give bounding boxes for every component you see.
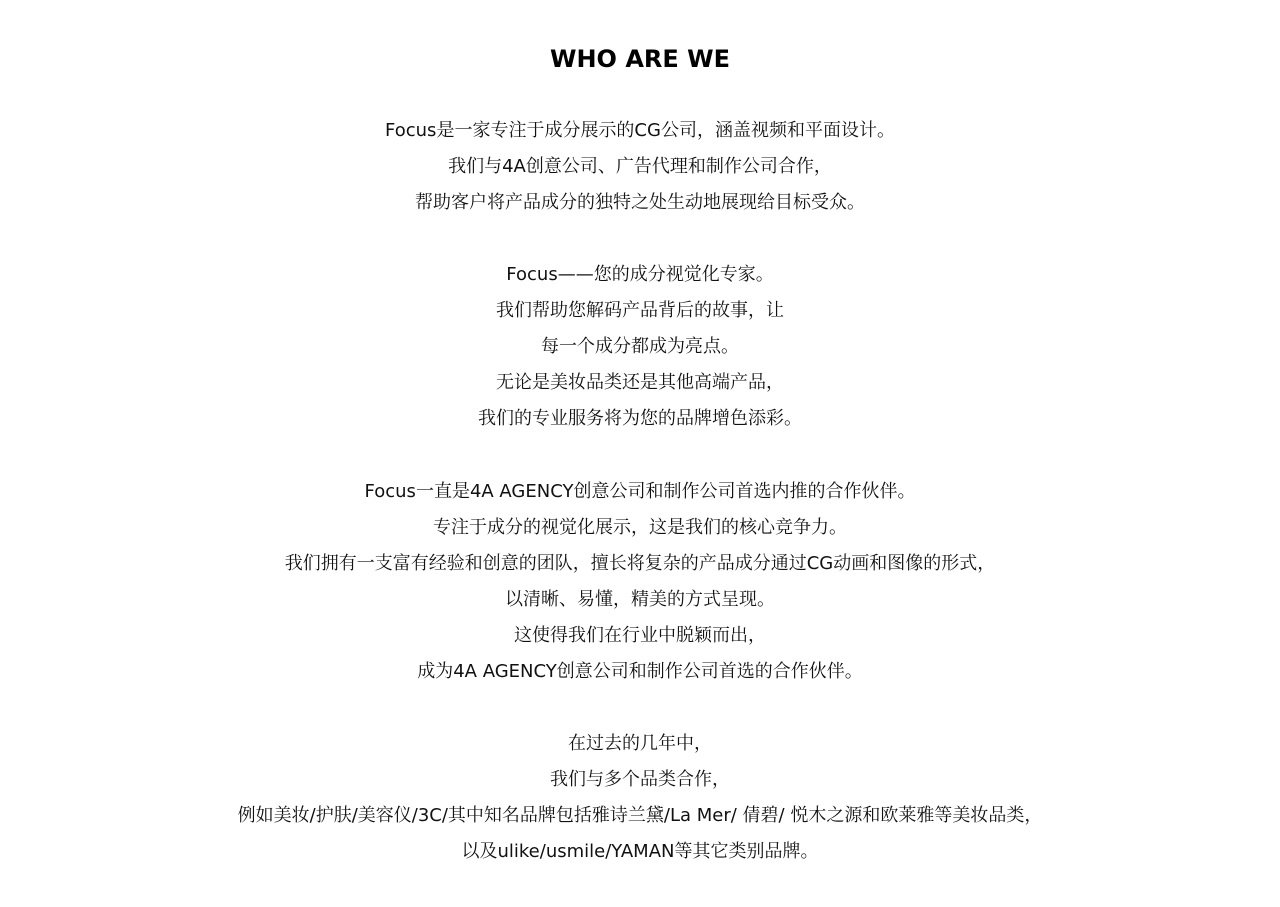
partner-paragraph: [0, 474, 1280, 690]
text-line: 我们与4A创意公司、广告代理和制作公司合作，: [448, 156, 832, 177]
expert-paragraph: [0, 257, 1280, 437]
text-line: 我们帮助您解码产品背后的故事，让: [496, 300, 784, 321]
text-line: Focus——您的成分视觉化专家。: [506, 264, 774, 285]
page-title: WHO ARE WE: [550, 45, 730, 73]
text-line: Focus一直是4A AGENCY创意公司和制作公司首选内推的合作伙伴。: [364, 481, 916, 502]
text-line: 我们拥有一支富有经验和创意的团队，擅长将复杂的产品成分通过CG动画和图像的形式，: [284, 553, 996, 574]
text-line: 以清晰、易懂，精美的方式呈现。: [505, 589, 775, 610]
text-line: 无论是美妆品类还是其他高端产品，: [496, 372, 784, 393]
text-line: Focus是一家专注于成分展示的CG公司，涵盖视频和平面设计。: [385, 120, 895, 141]
text-line: 我们与多个品类合作，: [550, 769, 730, 790]
text-line: 在过去的几年中，: [568, 733, 712, 754]
text-line: 每一个成分都成为亮点。: [541, 336, 739, 357]
text-line: 以及ulike/usmile/YAMAN等其它类别品牌。: [461, 841, 819, 862]
text-line: 这使得我们在行业中脱颖而出，: [514, 625, 766, 646]
intro-paragraph: [0, 113, 1280, 221]
text-line: 帮助客户将产品成分的独特之处生动地展现给目标受众。: [415, 192, 865, 213]
text-line: 成为4A AGENCY创意公司和制作公司首选的合作伙伴。: [417, 661, 863, 682]
clients-paragraph: [0, 726, 1280, 870]
text-line: 例如美妆/护肤/美容仪/3C/其中知名品牌包括雅诗兰黛/La Mer/ 倩碧/ 悦木之源和欧莱雅等美妆品类，: [237, 805, 1043, 826]
text-line: 我们的专业服务将为您的品牌增色添彩。: [478, 408, 802, 429]
text-line: 专注于成分的视觉化展示，这是我们的核心竞争力。: [433, 517, 847, 538]
